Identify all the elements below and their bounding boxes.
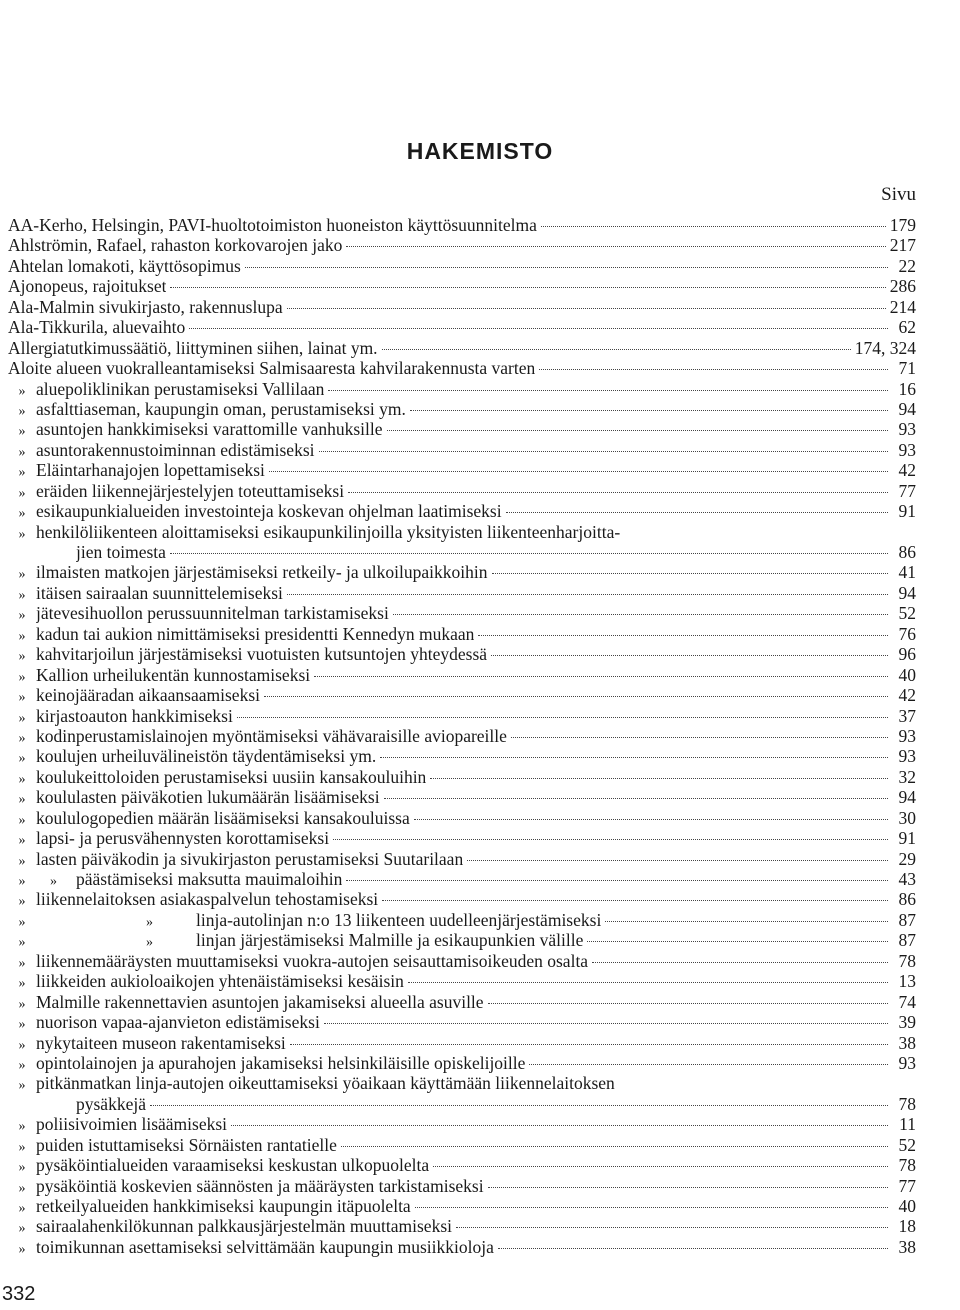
- index-entry: [8, 1073, 916, 1093]
- dot-leader: [341, 1146, 888, 1147]
- ditto-mark: »: [18, 812, 26, 828]
- ditto-mark: »: [18, 935, 26, 951]
- entry-text: asuntojen hankkimiseksi varattomille vanhuksille: [36, 419, 383, 440]
- dot-leader: [237, 717, 888, 718]
- ditto-mark: »: [18, 506, 26, 522]
- entry-page: 87: [898, 909, 916, 930]
- entry-text: ilmaisten matkojen järjestämiseksi retkeily- ja ulkoilupaikkoihin: [36, 562, 488, 583]
- entry-text: Ala-Tikkurila, aluevaihto: [8, 317, 186, 338]
- index-entry: [8, 930, 916, 950]
- index-entry: [8, 256, 916, 276]
- entry-text: eräiden liikennejärjestelyjen toteuttamiseksi: [36, 480, 345, 501]
- index-entry: [8, 889, 916, 909]
- entry-text: Malmille rakennettavien asuntojen jakamiseksi alueella asuville: [36, 991, 484, 1012]
- dot-leader: [410, 410, 888, 411]
- dot-leader: [433, 1166, 888, 1167]
- entry-text: jätevesihuollon perussuunnitelman tarkistamiseksi: [36, 603, 389, 624]
- dot-leader: [269, 471, 888, 472]
- entry-page: 62: [898, 317, 916, 338]
- entry-page: 18: [898, 1216, 916, 1237]
- entry-text: lapsi- ja perusvähennysten korottamiseksi: [36, 828, 330, 849]
- ditto-mark: »: [18, 833, 26, 849]
- entry-page: 74: [898, 991, 916, 1012]
- entry-text: pysäköintialueiden varaamiseksi keskustan ulkopuolelta: [36, 1155, 430, 1176]
- index-entry: [8, 603, 916, 623]
- ditto-mark: »: [18, 1180, 26, 1196]
- entry-text: Ahlströmin, Rafael, rahaston korkovarojen jako: [8, 235, 343, 256]
- entry-text: nuorison vapaa-ajanvieton edistämiseksi: [36, 1012, 320, 1033]
- index-entry: [8, 481, 916, 501]
- index-entry: [8, 522, 916, 542]
- entry-text: henkilöliikenteen aloittamiseksi esikaupunkilinjoilla yksityisten liikenteenharjoitta-: [36, 521, 621, 542]
- entry-page: 39: [898, 1012, 916, 1033]
- index-entry: [8, 501, 916, 521]
- index-entry: [8, 1114, 916, 1134]
- entry-page: 94: [898, 582, 916, 603]
- entry-text: aluepoliklinikan perustamiseksi Vallilaan: [36, 378, 325, 399]
- entry-page: 76: [898, 623, 916, 644]
- index-entry: [8, 910, 916, 930]
- index-entry: [8, 992, 916, 1012]
- entry-page: 52: [898, 1134, 916, 1155]
- index-entries: [8, 215, 916, 1257]
- dot-leader: [539, 369, 888, 370]
- index-entry: [8, 297, 916, 317]
- entry-text: liikennemääräysten muuttamiseksi vuokra-autojen seisauttamisoikeuden osalta: [36, 950, 589, 971]
- dot-leader: [231, 1125, 888, 1126]
- entry-page: 87: [898, 930, 916, 951]
- dot-leader: [333, 839, 888, 840]
- index-entry: [8, 583, 916, 603]
- index-entry: [8, 358, 916, 378]
- index-entry: [8, 419, 916, 439]
- ditto-mark: »: [18, 1017, 26, 1033]
- dot-leader: [415, 1207, 888, 1208]
- entry-page: 77: [898, 480, 916, 501]
- ditto-mark-secondary: »: [146, 935, 153, 951]
- entry-text: koulujen urheiluvälineistön täydentämiseksi ym.: [36, 746, 377, 767]
- entry-page: 94: [898, 787, 916, 808]
- ditto-mark: »: [18, 690, 26, 706]
- dot-leader: [488, 1187, 888, 1188]
- dot-leader: [290, 1044, 888, 1045]
- entry-page: 22: [898, 255, 916, 276]
- entry-page: 91: [898, 828, 916, 849]
- dot-leader: [382, 900, 888, 901]
- index-entry: [8, 1012, 916, 1032]
- column-header-page: Sivu: [881, 184, 916, 205]
- ditto-mark: »: [18, 567, 26, 583]
- entry-page: 93: [898, 1052, 916, 1073]
- dot-leader: [414, 819, 888, 820]
- dot-leader: [328, 390, 888, 391]
- entry-page: 217: [889, 235, 916, 256]
- ditto-mark: »: [18, 1241, 26, 1257]
- ditto-mark: »: [18, 444, 26, 460]
- entry-page: 42: [898, 685, 916, 706]
- index-entry: [8, 808, 916, 828]
- dot-leader: [430, 778, 888, 779]
- dot-leader: [287, 308, 886, 309]
- entry-page: 93: [898, 725, 916, 746]
- entry-text: Allergiatutkimussäätiö, liittyminen siihen, lainat ym.: [8, 337, 378, 358]
- entry-page: 91: [898, 501, 916, 522]
- entry-text: kadun tai aukion nimittämiseksi presidentti Kennedyn mukaan: [36, 623, 475, 644]
- ditto-mark: »: [18, 976, 26, 992]
- entry-text: linjan järjestämiseksi Malmille ja esikaupunkien välille: [196, 930, 584, 951]
- ditto-mark: »: [18, 526, 26, 542]
- ditto-mark: »: [18, 587, 26, 603]
- index-entry: [8, 1094, 916, 1114]
- index-entry: [8, 1053, 916, 1073]
- dot-leader: [529, 1064, 888, 1065]
- index-entry: [8, 1033, 916, 1053]
- entry-page: 42: [898, 460, 916, 481]
- index-entry: [8, 317, 916, 337]
- entry-page: 214: [889, 296, 916, 317]
- entry-page: 93: [898, 419, 916, 440]
- dot-leader: [511, 737, 888, 738]
- dot-leader: [393, 614, 888, 615]
- entry-page: 77: [898, 1175, 916, 1196]
- entry-text: itäisen sairaalan suunnittelemiseksi: [36, 582, 283, 603]
- dot-leader: [264, 696, 888, 697]
- entry-text: keinojääradan aikaansaamiseksi: [36, 685, 260, 706]
- entry-text: koulukeittoloiden perustamiseksi uusiin kansakouluihin: [36, 766, 427, 787]
- entry-text: nykytaiteen museon rakentamiseksi: [36, 1032, 286, 1053]
- entry-page: 16: [898, 378, 916, 399]
- dot-leader: [380, 757, 888, 758]
- ditto-mark: »: [18, 424, 26, 440]
- entry-page: 78: [898, 950, 916, 971]
- entry-text: koululogopedien määrän lisäämiseksi kansakouluissa: [36, 807, 410, 828]
- index-entry: [8, 849, 916, 869]
- dot-leader: [587, 941, 888, 942]
- entry-text: opintolainojen ja apurahojen jakamiseksi helsinkiläisille opiskelijoille: [36, 1052, 526, 1073]
- entry-text: lasten päiväkodin ja sivukirjaston perustamiseksi Suutarilaan: [36, 848, 464, 869]
- index-entry: [8, 644, 916, 664]
- dot-leader: [498, 1248, 888, 1249]
- index-entry: [8, 1237, 916, 1257]
- index-entry: [8, 460, 916, 480]
- ditto-mark: »: [18, 1057, 26, 1073]
- entry-text: koululasten päiväkotien lukumäärän lisäämiseksi: [36, 787, 380, 808]
- dot-leader: [478, 635, 888, 636]
- ditto-mark: »: [18, 608, 26, 624]
- entry-text: Ala-Malmin sivukirjasto, rakennuslupa: [8, 296, 283, 317]
- entry-text: retkeilyalueiden hankkimiseksi kaupungin itäpuolelta: [36, 1196, 411, 1216]
- entry-text: kodinperustamislainojen myöntämiseksi vähävaraisille aviopareille: [36, 725, 507, 746]
- ditto-mark: »: [18, 628, 26, 644]
- index-entry: [8, 726, 916, 746]
- dot-leader: [170, 287, 885, 288]
- entry-page: 37: [898, 705, 916, 726]
- ditto-mark: »: [18, 403, 26, 419]
- ditto-mark: »: [18, 792, 26, 808]
- ditto-mark: »: [18, 669, 26, 685]
- ditto-mark: »: [18, 914, 26, 930]
- entry-text: liikkeiden aukioloaikojen yhtenäistämiseksi kesäisin: [36, 971, 404, 992]
- index-entry: [8, 1196, 916, 1216]
- entry-text: Aloite alueen vuokralleantamiseksi Salmisaaresta kahvilarakennusta varten: [8, 358, 536, 379]
- entry-page: 78: [898, 1155, 916, 1176]
- entry-page: 71: [898, 358, 916, 379]
- dot-leader: [467, 860, 888, 861]
- entry-page: 11: [899, 1114, 916, 1135]
- ditto-mark: »: [18, 1078, 26, 1094]
- entry-page: 43: [898, 869, 916, 889]
- entry-text: jien toimesta: [76, 542, 166, 562]
- ditto-mark: »: [18, 485, 26, 501]
- entry-text: Eläintarhanajojen lopettamiseksi: [36, 460, 265, 481]
- entry-text: liikennelaitoksen asiakaspalvelun tehostamiseksi: [36, 889, 379, 910]
- entry-text: Kallion urheilukentän kunnostamiseksi: [36, 664, 311, 685]
- dot-leader: [387, 430, 888, 431]
- index-entry: [8, 1155, 916, 1175]
- page-title: HAKEMISTO: [406, 138, 554, 164]
- ditto-mark: »: [18, 996, 26, 1012]
- index-entry: [8, 971, 916, 991]
- entry-page: 93: [898, 746, 916, 767]
- ditto-mark: »: [18, 383, 26, 399]
- dot-leader: [408, 982, 888, 983]
- entry-text: Ajonopeus, rajoitukset: [8, 276, 167, 297]
- ditto-mark: »: [18, 1221, 26, 1237]
- ditto-mark: »: [18, 853, 26, 869]
- dot-leader: [592, 962, 888, 963]
- index-entry: [8, 767, 916, 787]
- entry-text: pysäköintiä koskevien säännösten ja määräysten tarkistamiseksi: [36, 1175, 484, 1196]
- index-entry: [8, 562, 916, 582]
- index-entry: [8, 399, 916, 419]
- ditto-mark: »: [18, 771, 26, 787]
- entry-text: poliisivoimien lisäämiseksi: [36, 1114, 228, 1135]
- entry-page: 94: [898, 398, 916, 419]
- entry-page: 32: [898, 766, 916, 787]
- ditto-mark: »: [18, 1201, 26, 1216]
- index-entry: [8, 1135, 916, 1155]
- page-number: 332: [2, 1283, 36, 1305]
- index-entry: [8, 542, 916, 562]
- ditto-mark: »: [18, 1139, 26, 1155]
- ditto-mark-secondary: »: [146, 914, 153, 930]
- ditto-mark: »: [18, 751, 26, 767]
- dot-leader: [319, 451, 889, 452]
- index-entry: [8, 624, 916, 644]
- ditto-mark: »: [18, 1160, 26, 1176]
- index-entry: [8, 685, 916, 705]
- dot-leader: [287, 594, 888, 595]
- dot-leader: [384, 798, 888, 799]
- entry-page: 93: [898, 439, 916, 460]
- entry-text: asuntorakennustoiminnan edistämiseksi: [36, 439, 315, 460]
- ditto-mark: »: [18, 894, 26, 910]
- entry-text: esikaupunkialueiden investointeja koskevan ohjelman laatimiseksi: [36, 501, 502, 522]
- index-entry: [8, 215, 916, 235]
- ditto-mark: »: [18, 955, 26, 971]
- ditto-mark: »: [18, 710, 26, 726]
- dot-leader: [346, 880, 888, 881]
- entry-page: 86: [898, 889, 916, 910]
- entry-text: puiden istuttamiseksi Sörnäisten rantatielle: [36, 1134, 337, 1155]
- entry-text: kirjastoauton hankkimiseksi: [36, 705, 233, 726]
- entry-text: linja-autolinjan n:o 13 liikenteen uudelleenjärjestämiseksi: [196, 909, 602, 930]
- index-entry: [8, 828, 916, 848]
- dot-leader: [506, 512, 888, 513]
- index-entry: [8, 665, 916, 685]
- entry-page: 174, 324: [854, 337, 916, 358]
- dot-leader: [456, 1227, 888, 1228]
- index-entry: [8, 1176, 916, 1196]
- entry-text: päästämiseksi maksutta mauimaloihin: [76, 869, 343, 889]
- ditto-mark: »: [18, 874, 26, 889]
- dot-leader: [245, 267, 888, 268]
- entry-text: sairaalahenkilökunnan palkkausjärjestelmän muuttamiseksi: [36, 1216, 452, 1237]
- dot-leader: [382, 349, 851, 350]
- dot-leader: [189, 328, 888, 329]
- ditto-mark: »: [18, 1037, 26, 1053]
- ditto-mark-secondary: »: [50, 874, 57, 889]
- index-entry: [8, 706, 916, 726]
- index-entry: [8, 276, 916, 296]
- dot-leader: [488, 1003, 888, 1004]
- ditto-mark: »: [18, 649, 26, 665]
- entry-page: 52: [898, 603, 916, 624]
- entry-page: 86: [898, 542, 916, 562]
- index-entry: [8, 379, 916, 399]
- entry-text: asfalttiaseman, kaupungin oman, perustamiseksi ym.: [36, 398, 406, 419]
- entry-page: 29: [898, 848, 916, 869]
- entry-page: 41: [898, 562, 916, 583]
- index-entry: [8, 951, 916, 971]
- dot-leader: [348, 492, 888, 493]
- entry-page: 40: [898, 1196, 916, 1216]
- dot-leader: [314, 676, 888, 677]
- entry-text: kahvitarjoilun järjestämiseksi vuotuisten kutsuntojen yhteydessä: [36, 644, 488, 665]
- ditto-mark: »: [18, 730, 26, 746]
- entry-page: 179: [889, 215, 916, 235]
- ditto-mark: »: [18, 465, 26, 481]
- dot-leader: [491, 655, 888, 656]
- index-entry: [8, 869, 916, 889]
- dot-leader: [150, 1105, 888, 1106]
- index-entry: [8, 787, 916, 807]
- entry-text: toimikunnan asettamiseksi selvittämään kaupungin musiikkioloja: [36, 1236, 494, 1257]
- entry-page: 38: [898, 1236, 916, 1257]
- dot-leader: [170, 553, 888, 554]
- entry-page: 40: [898, 664, 916, 685]
- index-entry: [8, 746, 916, 766]
- entry-text: AA-Kerho, Helsingin, PAVI-huoltotoimiston huoneiston käyttösuunnitelma: [8, 215, 537, 235]
- entry-page: 78: [898, 1093, 916, 1114]
- entry-page: 13: [898, 971, 916, 992]
- entry-text: Ahtelan lomakoti, käyttösopimus: [8, 255, 241, 276]
- dot-leader: [346, 246, 885, 247]
- dot-leader: [541, 226, 886, 227]
- ditto-mark: »: [18, 1119, 26, 1135]
- entry-page: 286: [889, 276, 916, 297]
- dot-leader: [324, 1023, 888, 1024]
- index-entry: [8, 235, 916, 255]
- entry-page: 96: [898, 644, 916, 665]
- dot-leader: [492, 573, 889, 574]
- entry-page: 38: [898, 1032, 916, 1053]
- entry-text: pitkänmatkan linja-autojen oikeuttamiseksi yöaikaan käyttämään liikennelaitoksen: [36, 1073, 615, 1094]
- entry-page: 30: [898, 807, 916, 828]
- index-entry: [8, 440, 916, 460]
- index-entry: [8, 1216, 916, 1236]
- entry-text: pysäkkejä: [76, 1093, 146, 1114]
- index-entry: [8, 338, 916, 358]
- dot-leader: [605, 921, 888, 922]
